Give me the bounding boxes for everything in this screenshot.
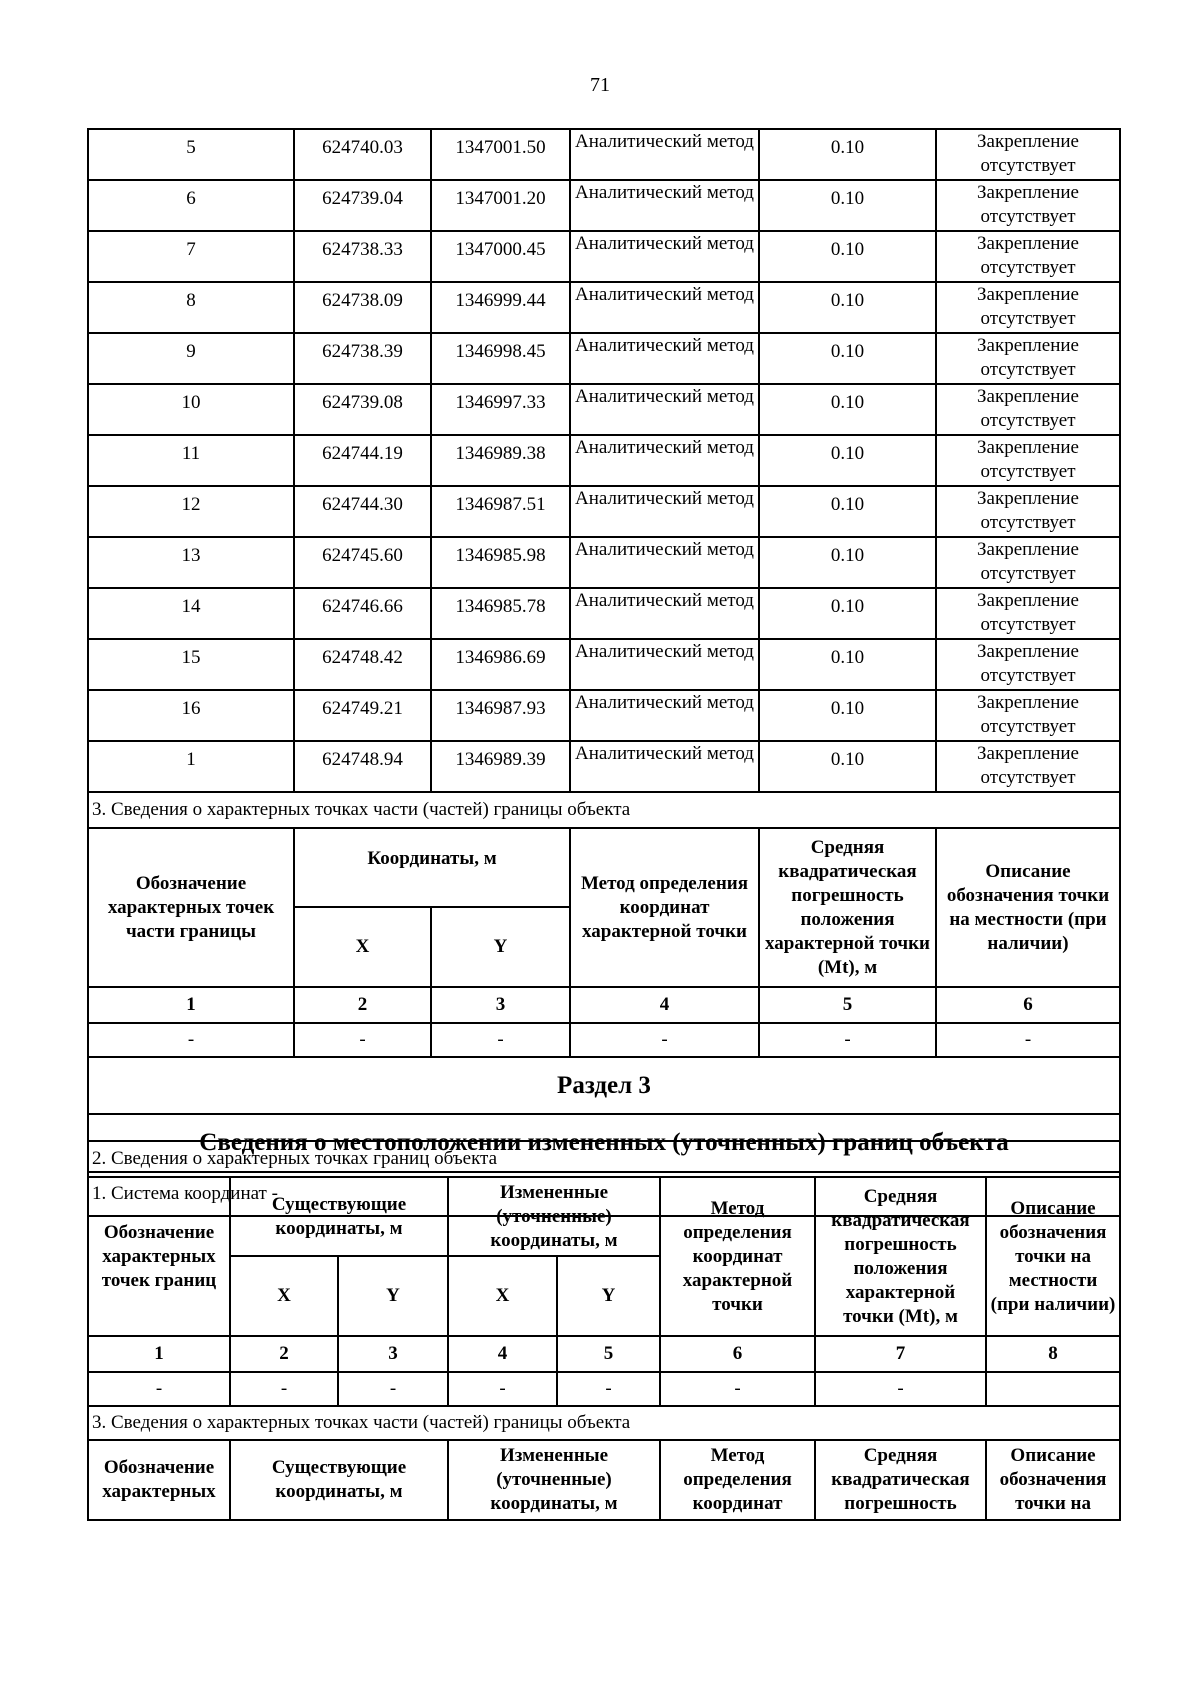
column-number: 5	[759, 987, 936, 1023]
method-cell: Аналитический метод	[570, 741, 759, 792]
point-number: 7	[88, 231, 294, 282]
table-row	[88, 384, 1120, 435]
coordinate-y: 1346985.78	[431, 588, 570, 639]
coordinate-x: 624748.42	[294, 639, 431, 690]
coordinate-x: 624738.09	[294, 282, 431, 333]
point-description: Закрепление отсутствует	[936, 333, 1120, 384]
accuracy-mt: 0.10	[759, 486, 936, 537]
header-designation: Обозначение характерных	[88, 1440, 230, 1520]
accuracy-mt: 0.10	[759, 639, 936, 690]
header-x: X	[294, 907, 431, 987]
accuracy-mt: 0.10	[759, 231, 936, 282]
method-cell: Аналитический метод	[570, 231, 759, 282]
point-description: Закрепление отсутствует	[936, 588, 1120, 639]
point-number: 6	[88, 180, 294, 231]
point-description: Закрепление отсутствует	[936, 231, 1120, 282]
coordinate-x: 624748.94	[294, 741, 431, 792]
header-description: Описание обозначения точки на	[986, 1440, 1120, 1520]
method-cell: Аналитический метод	[570, 435, 759, 486]
header-mt: Средняя квадратическая погрешность	[815, 1440, 986, 1520]
empty-cell: -	[660, 1372, 815, 1406]
coordinate-x: 624749.21	[294, 690, 431, 741]
coordinate-y: 1346998.45	[431, 333, 570, 384]
header-changed-x: X	[448, 1256, 557, 1336]
table-row	[88, 588, 1120, 639]
header-designation: Обозначение характерных точек части границы	[88, 828, 294, 987]
point-number: 10	[88, 384, 294, 435]
method-cell: Аналитический метод	[570, 282, 759, 333]
empty-cell: -	[759, 1023, 936, 1057]
point-description: Закрепление отсутствует	[936, 537, 1120, 588]
empty-cell: -	[448, 1372, 557, 1406]
coordinate-x: 624738.33	[294, 231, 431, 282]
coordinate-x: 624740.03	[294, 129, 431, 180]
coordinate-y: 1347000.45	[431, 231, 570, 282]
empty-cell	[986, 1372, 1120, 1406]
point-number: 16	[88, 690, 294, 741]
header-existing-y: Y	[338, 1256, 448, 1336]
header-existing-coordinates: Существующие координаты, м	[230, 1177, 448, 1256]
empty-cell: -	[230, 1372, 338, 1406]
accuracy-mt: 0.10	[759, 435, 936, 486]
accuracy-mt: 0.10	[759, 690, 936, 741]
method-cell: Аналитический метод	[570, 639, 759, 690]
point-number: 8	[88, 282, 294, 333]
method-cell: Аналитический метод	[570, 588, 759, 639]
coordinate-y: 1346987.93	[431, 690, 570, 741]
table-row	[88, 537, 1120, 588]
coordinate-y: 1346986.69	[431, 639, 570, 690]
column-number: 2	[294, 987, 431, 1023]
coordinate-x: 624738.39	[294, 333, 431, 384]
table-row	[88, 333, 1120, 384]
header-method: Метод определения координат характерной точки	[660, 1177, 815, 1336]
coordinate-y: 1347001.20	[431, 180, 570, 231]
points-caption: 2. Сведения о характерных точках границ объекта	[88, 1141, 1120, 1177]
empty-cell: -	[294, 1023, 431, 1057]
empty-cell: -	[431, 1023, 570, 1057]
section-title: Раздел 3	[88, 1057, 1120, 1114]
accuracy-mt: 0.10	[759, 537, 936, 588]
point-description: Закрепление отсутствует	[936, 690, 1120, 741]
point-number: 9	[88, 333, 294, 384]
header-coordinates: Координаты, м	[294, 828, 570, 907]
page-number: 71	[590, 74, 610, 96]
method-cell: Аналитический метод	[570, 129, 759, 180]
header-mt: Средняя квадратическая погрешность положения характерной точки (Mt), м	[759, 828, 936, 987]
point-description: Закрепление отсутствует	[936, 129, 1120, 180]
coordinate-x: 624739.04	[294, 180, 431, 231]
coordinate-x: 624739.08	[294, 384, 431, 435]
column-number: 5	[557, 1336, 660, 1372]
column-number: 4	[448, 1336, 557, 1372]
header-method: Метод определения координат характерной точки	[570, 828, 759, 987]
empty-cell: -	[815, 1372, 986, 1406]
changed-boundaries-table	[87, 1140, 1121, 1521]
section-subtitle: Сведения о местоположении измененных (уточненных) границ объекта	[88, 1114, 1120, 1172]
column-number: 1	[88, 987, 294, 1023]
column-number: 6	[660, 1336, 815, 1372]
header-changed-coordinates: Измененные (уточненные) координаты, м	[448, 1440, 660, 1520]
table-row	[88, 639, 1120, 690]
method-cell: Аналитический метод	[570, 486, 759, 537]
empty-cell: -	[570, 1023, 759, 1057]
table-row	[88, 690, 1120, 741]
accuracy-mt: 0.10	[759, 588, 936, 639]
coordinate-y: 1346999.44	[431, 282, 570, 333]
coordinate-y: 1347001.50	[431, 129, 570, 180]
coordinate-x: 624744.19	[294, 435, 431, 486]
coordinate-x: 624746.66	[294, 588, 431, 639]
header-changed-coordinates: Измененные (уточненные) координаты, м	[448, 1177, 660, 1256]
point-description: Закрепление отсутствует	[936, 282, 1120, 333]
table-row	[88, 741, 1120, 792]
point-description: Закрепление отсутствует	[936, 384, 1120, 435]
boundary-points-body	[88, 129, 1120, 792]
method-cell: Аналитический метод	[570, 384, 759, 435]
header-mt: Средняя квадратическая погрешность положения характерной точки (Mt), м	[815, 1177, 986, 1336]
method-cell: Аналитический метод	[570, 537, 759, 588]
empty-cell: -	[88, 1023, 294, 1057]
header-description: Описание обозначения точки на местности (при наличии)	[936, 828, 1120, 987]
point-description: Закрепление отсутствует	[936, 180, 1120, 231]
empty-cell: -	[88, 1372, 230, 1406]
header-designation: Обозначение характерных точек границ	[88, 1177, 230, 1336]
point-number: 5	[88, 129, 294, 180]
point-number: 12	[88, 486, 294, 537]
coordinate-y: 1346989.38	[431, 435, 570, 486]
column-number: 3	[338, 1336, 448, 1372]
accuracy-mt: 0.10	[759, 741, 936, 792]
accuracy-mt: 0.10	[759, 333, 936, 384]
part-points-caption: 3. Сведения о характерных точках части (частей) границы объекта	[88, 792, 1120, 828]
method-cell: Аналитический метод	[570, 690, 759, 741]
empty-cell: -	[936, 1023, 1120, 1057]
point-number: 15	[88, 639, 294, 690]
point-number: 13	[88, 537, 294, 588]
coordinate-y: 1346985.98	[431, 537, 570, 588]
column-number: 6	[936, 987, 1120, 1023]
header-changed-y: Y	[557, 1256, 660, 1336]
column-number: 7	[815, 1336, 986, 1372]
point-description: Закрепление отсутствует	[936, 486, 1120, 537]
column-number: 4	[570, 987, 759, 1023]
empty-cell: -	[557, 1372, 660, 1406]
header-description: Описание обозначения точки на местности (при наличии)	[986, 1177, 1120, 1336]
table-row	[88, 282, 1120, 333]
column-number: 3	[431, 987, 570, 1023]
table-row	[88, 231, 1120, 282]
point-number: 14	[88, 588, 294, 639]
point-number: 11	[88, 435, 294, 486]
method-cell: Аналитический метод	[570, 180, 759, 231]
table-row	[88, 435, 1120, 486]
accuracy-mt: 0.10	[759, 180, 936, 231]
header-method: Метод определения координат	[660, 1440, 815, 1520]
coordinate-x: 624744.30	[294, 486, 431, 537]
accuracy-mt: 0.10	[759, 129, 936, 180]
table-row	[88, 129, 1120, 180]
coordinate-y: 1346989.39	[431, 741, 570, 792]
method-cell: Аналитический метод	[570, 333, 759, 384]
column-number: 8	[986, 1336, 1120, 1372]
coordinate-x: 624745.60	[294, 537, 431, 588]
boundary-points-table	[87, 128, 1121, 1217]
accuracy-mt: 0.10	[759, 282, 936, 333]
point-description: Закрепление отсутствует	[936, 639, 1120, 690]
accuracy-mt: 0.10	[759, 384, 936, 435]
header-y: Y	[431, 907, 570, 987]
column-number: 2	[230, 1336, 338, 1372]
part-points-caption: 3. Сведения о характерных точках части (частей) границы объекта	[88, 1406, 1120, 1440]
header-existing-coordinates: Существующие координаты, м	[230, 1440, 448, 1520]
coordinate-y: 1346987.51	[431, 486, 570, 537]
point-description: Закрепление отсутствует	[936, 741, 1120, 792]
table-row	[88, 180, 1120, 231]
coordinate-y: 1346997.33	[431, 384, 570, 435]
coordinate-system-caption: 1. Система координат -	[88, 1172, 1120, 1216]
point-number: 1	[88, 741, 294, 792]
column-number: 1	[88, 1336, 230, 1372]
table-row	[88, 486, 1120, 537]
empty-cell: -	[338, 1372, 448, 1406]
point-description: Закрепление отсутствует	[936, 435, 1120, 486]
header-existing-x: X	[230, 1256, 338, 1336]
